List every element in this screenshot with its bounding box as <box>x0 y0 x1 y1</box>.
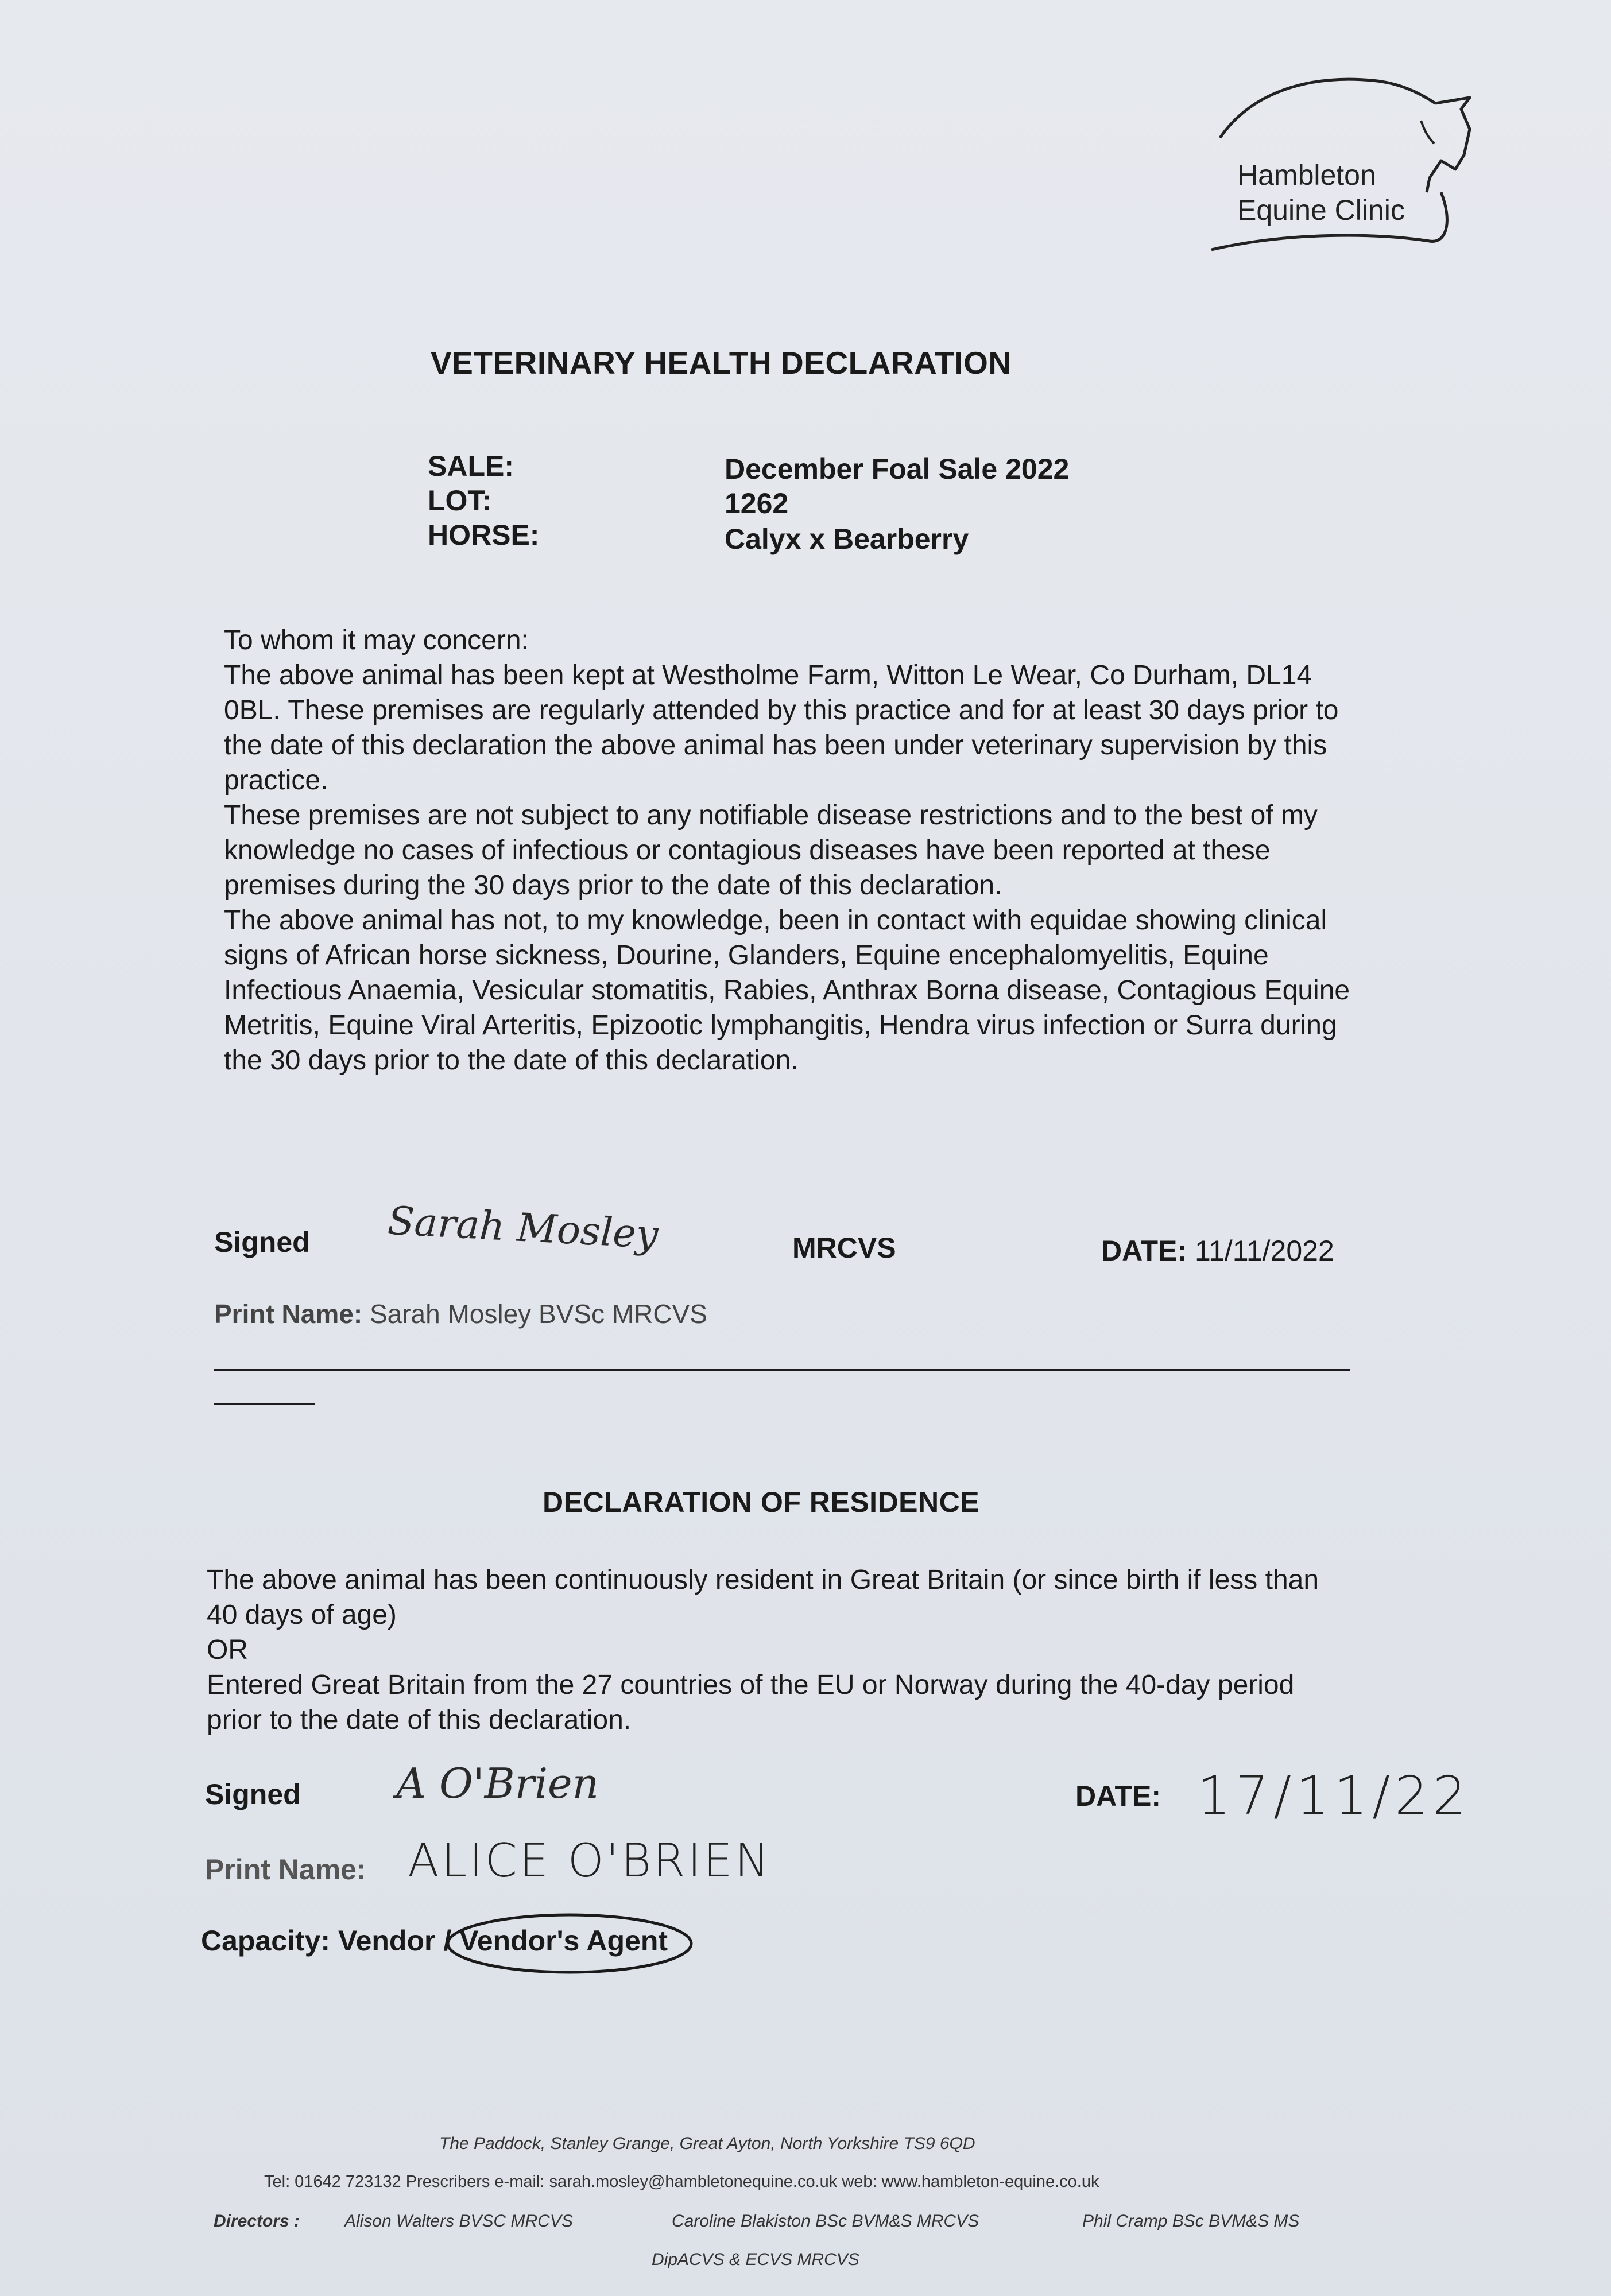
logo-text-line1: Hambleton <box>1237 159 1376 191</box>
lot-value: 1262 <box>725 487 789 519</box>
sale-value: December Foal Sale 2022 <box>725 453 1070 485</box>
residence-paragraph-1: The above animal has been continuously resident in Great Britain (or since birth if less than 40 days of age) <box>207 1565 1319 1630</box>
health-paragraph-2: These premises are not subject to any notifiable disease restrictions and to the best of my knowledge no cases of infectious or contagious diseases have been reported at these premises during the 30 days prior to the date of this declaration. <box>224 800 1318 901</box>
vendor-signature: A O'Brien <box>396 1759 599 1808</box>
vendor-signed-label: Signed <box>205 1778 301 1810</box>
vet-print-name <box>214 1298 707 1329</box>
capacity-vendors-agent <box>459 1924 668 1957</box>
health-declaration-title: VETERINARY HEALTH DECLARATION <box>431 345 1012 381</box>
footer-director-2: Caroline Blakiston BSc BVM&S MRCVS <box>672 2212 979 2231</box>
vendor-date-value: 17/11/22 <box>1197 1765 1471 1826</box>
lot-label: LOT: <box>428 484 492 517</box>
salutation: To whom it may concern: <box>224 625 529 656</box>
vet-date-value: 11/11/2022 <box>1194 1235 1334 1267</box>
residence-declaration-body <box>207 1562 1349 1737</box>
health-paragraph-3: The above animal has not, to my knowledge, been in contact with equidae showing clinical signs of African horse sickness, Dourine, Glanders, Equine encephalomyelitis, Equine Infectious Anaemia, Vesicular stomatitis, Rabies, Anthrax Borna disease, Contagious Equine Metritis, Equine Viral Arteritis, Epizootic lymphangitis, Hendra virus infection or Surra during the 30 days prior to the date of this declaration. <box>224 905 1350 1076</box>
health-paragraph-1: The above animal has been kept at Westholme Farm, Witton Le Wear, Co Durham, DL14 0BL. These premises are regularly attended by this practice and for at least 30 days prior to the date of this declaration the above animal has been under veterinary supervision by this practice. <box>224 660 1339 796</box>
capacity-label: Capacity: <box>201 1925 331 1957</box>
vendor-print-name-label: Print Name: <box>205 1853 366 1886</box>
horse-label: HORSE: <box>428 519 540 551</box>
health-declaration-body <box>224 623 1366 1078</box>
capacity-agent-text: Vendor's Agent <box>459 1925 668 1957</box>
footer-director-3: Phil Cramp BSc BVM&S MS <box>1082 2212 1300 2231</box>
vet-date <box>1101 1234 1334 1267</box>
residence-declaration-title: DECLARATION OF RESIDENCE <box>543 1486 980 1518</box>
footer-director-1: Alison Walters BVSC MRCVS <box>344 2212 573 2231</box>
horse-value: Calyx x Bearberry <box>725 523 969 555</box>
vet-date-label: DATE: <box>1101 1235 1187 1267</box>
vet-signature: Sarah Mosley <box>386 1198 660 1258</box>
short-divider-line <box>214 1403 315 1405</box>
vet-signed-label: Signed <box>214 1226 310 1258</box>
divider-line <box>214 1369 1350 1371</box>
vendor-print-name-value: ALICE O'BRIEN <box>408 1834 772 1887</box>
footer-address: The Paddock, Stanley Grange, Great Ayton, North Yorkshire TS9 6QD <box>439 2134 975 2153</box>
footer-directors-label: Directors : <box>214 2212 300 2231</box>
hand-drawn-circle-icon <box>443 1908 696 1977</box>
sale-label: SALE: <box>428 450 514 482</box>
footer-contact: Tel: 01642 723132 Prescribers e-mail: sarah.mosley@hambletonequine.co.uk web: www.hambleton-equine.co.uk <box>264 2173 1099 2191</box>
mrcvs-label: MRCVS <box>792 1232 896 1264</box>
footer-director-3-cont: DipACVS & ECVS MRCVS <box>652 2250 859 2269</box>
capacity-vendor: Vendor / <box>338 1925 452 1957</box>
vendor-date-label: DATE: <box>1075 1780 1161 1812</box>
capacity-line <box>201 1924 668 1957</box>
logo-text-line2: Equine Clinic <box>1237 194 1405 226</box>
vet-print-name-label: Print Name: <box>214 1299 363 1329</box>
vet-print-name-value: Sarah Mosley BVSc MRCVS <box>369 1299 707 1329</box>
residence-or: OR <box>207 1635 248 1665</box>
residence-paragraph-2: Entered Great Britain from the 27 countries of the EU or Norway during the 40-day period prior to the date of this declaration. <box>207 1670 1295 1735</box>
